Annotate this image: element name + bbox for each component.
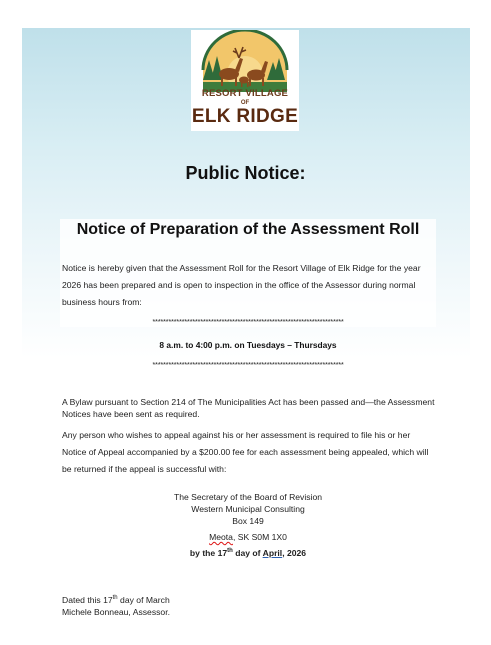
page-title: Public Notice: [185,163,306,183]
dated-prefix: Dated this 17 [62,595,113,605]
address-city-line [0,532,491,542]
intro-paragraph: Notice is hereby given that the Assessment Roll for the Resort Village of Elk Ridge for the year 2026 has been prepared and is open to inspection in the office of the Assessor during normal business hours from: [62,263,421,307]
bylaw-paragraph: A Bylaw pursuant to Section 214 of The Municipalities Act has been passed and—the Assessment Notices have been sent as required. [62,397,435,419]
appeal-deadline [0,548,491,558]
logo-text-main: ELK RIDGE [191,106,299,127]
address-line-1: The Secretary of the Board of Revision [173,492,323,502]
dated-suffix: day of March [117,595,170,605]
deadline-suffix: , 2026 [282,548,307,558]
logo-text-of: OF [240,100,250,106]
stars-divider-bottom: ************************************************************************ [152,360,344,369]
deadline-month: April [262,548,283,558]
deadline-middle: day of [232,548,263,558]
address-line-3: Box 149 [232,516,264,526]
deadline-sup: th [227,548,233,555]
logo-text-top: RESORT VILLAGE [201,88,289,99]
elk-ridge-logo [191,30,299,131]
address-line-2: Western Municipal Consulting [191,504,305,514]
appeal-paragraph: Any person who wishes to appeal against his or her assessment is required to file his or her Notice of Appeal accompanied by a $200.00 fee for each assessment being appealed, which will be returned if the appeal is successful with: [62,430,429,474]
dated-sup: th [112,595,118,602]
office-hours: 8 a.m. to 4:00 p.m. on Tuesdays – Thursdays [159,340,337,350]
address-city: Meota [209,532,233,542]
notice-title: Notice of Preparation of the Assessment Roll [76,221,420,238]
stars-divider-top: ************************************************************************ [152,317,344,326]
deadline-prefix: by the 17 [189,548,228,558]
signature-line: Michele Bonneau, Assessor. [62,607,170,617]
address-province-postal: , SK S0M 1X0 [232,532,287,542]
dated-line [62,595,170,605]
